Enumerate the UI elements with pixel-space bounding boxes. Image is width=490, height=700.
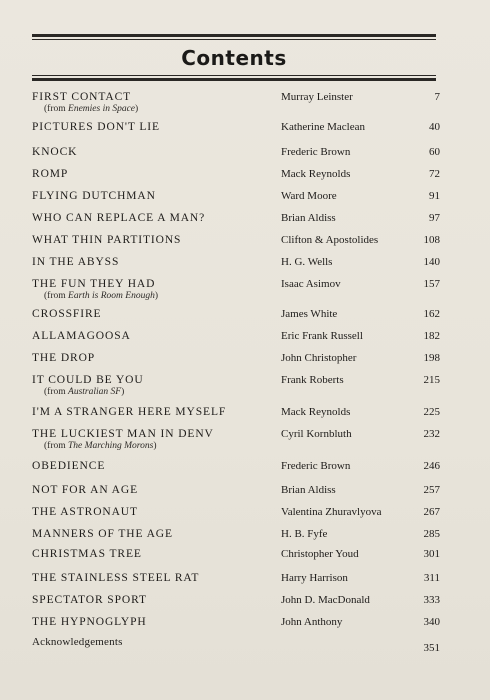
source-title: The Marching Morons [68, 441, 154, 451]
page-number: 246 [423, 460, 440, 472]
page-number: 40 [429, 121, 440, 133]
story-title: WHAT THIN PARTITIONS [32, 234, 182, 246]
toc-entry [0, 308, 490, 328]
story-source [44, 441, 157, 451]
page-title: Contents [181, 46, 287, 70]
story-source [44, 291, 158, 301]
toc-entry [0, 374, 490, 397]
story-author: John Anthony [281, 616, 343, 628]
story-author: Murray Leinster [281, 91, 353, 103]
story-author: Harry Harrison [281, 572, 348, 584]
toc-entry [0, 572, 490, 592]
story-title: THE ASTRONAUT [32, 506, 138, 518]
story-author: Frederic Brown [281, 146, 351, 158]
story-title: IT COULD BE YOU [32, 374, 144, 386]
source-title: Australian SF [68, 387, 122, 397]
story-author: Frank Roberts [281, 374, 344, 386]
page-number: 225 [423, 406, 440, 418]
story-author: Frederic Brown [281, 460, 351, 472]
toc-entry [0, 428, 490, 451]
source-title: Enemies in Space [68, 104, 136, 114]
story-title: CHRISTMAS TREE [32, 548, 142, 560]
source-prefix: (from [44, 387, 69, 397]
story-title: ROMP [32, 168, 69, 180]
source-prefix: (from [44, 441, 69, 451]
story-author: Valentina Zhuravlyova [281, 506, 382, 518]
story-title: THE FUN THEY HAD [32, 278, 156, 290]
toc-entry [0, 406, 490, 426]
toc-entry [0, 594, 490, 614]
story-author: Clifton & Apostolides [281, 234, 379, 246]
source-suffix: ) [153, 441, 157, 451]
story-author: Isaac Asimov [281, 278, 341, 290]
story-title: THE DROP [32, 352, 96, 364]
page-number: 182 [423, 330, 440, 342]
story-author: Eric Frank Russell [281, 330, 363, 342]
story-author: Brian Aldiss [281, 484, 336, 496]
story-title: FIRST CONTACT [32, 91, 132, 103]
toc-entry [0, 168, 490, 188]
story-title: THE LUCKIEST MAN IN DENV [32, 428, 214, 440]
story-author: James White [281, 308, 338, 320]
story-author: Mack Reynolds [281, 168, 351, 180]
story-source [44, 104, 138, 114]
story-title: PICTURES DON'T LIE [32, 121, 160, 133]
page-number: 215 [423, 374, 440, 386]
page-number: 257 [423, 484, 440, 496]
story-title: KNOCK [32, 146, 78, 158]
story-author: Brian Aldiss [281, 212, 336, 224]
story-author: John D. MacDonald [281, 594, 370, 606]
page-number: 333 [423, 594, 440, 606]
page-number: 232 [423, 428, 440, 440]
page-number: 311 [423, 572, 440, 584]
story-author: John Christopher [281, 352, 357, 364]
story-title: IN THE ABYSS [32, 256, 120, 268]
acknowledgements-label: Acknowledgements [32, 636, 123, 648]
story-author: Cyril Kornbluth [281, 428, 352, 440]
story-title: FLYING DUTCHMAN [32, 190, 156, 202]
page-number: 285 [423, 528, 440, 540]
source-prefix: (from [44, 291, 69, 301]
page-number: 97 [429, 212, 440, 224]
page-number: 60 [429, 146, 440, 158]
story-title: CROSSFIRE [32, 308, 102, 320]
story-author: H. G. Wells [281, 256, 333, 268]
story-title: WHO CAN REPLACE A MAN? [32, 212, 206, 224]
page-number: 140 [423, 256, 440, 268]
story-title: SPECTATOR SPORT [32, 594, 147, 606]
source-prefix: (from [44, 104, 69, 114]
bottom-rule-thin [32, 75, 436, 76]
source-suffix: ) [121, 387, 125, 397]
page-number: 7 [434, 91, 440, 103]
toc-entry [0, 330, 490, 350]
toc-entry [0, 548, 490, 568]
story-title: OBEDIENCE [32, 460, 106, 472]
toc-entry [0, 190, 490, 210]
page-number: 157 [423, 278, 440, 290]
toc-entry [0, 91, 490, 114]
story-author: Katherine Maclean [281, 121, 365, 133]
story-title: I'M A STRANGER HERE MYSELF [32, 406, 227, 418]
page-number: 108 [423, 234, 440, 246]
toc-entry [0, 278, 490, 301]
page-number: 301 [423, 548, 440, 560]
toc-entry [0, 528, 490, 548]
toc-entry [0, 121, 490, 141]
story-source [44, 387, 124, 397]
page-number: 91 [429, 190, 440, 202]
top-rule-thick [32, 34, 436, 37]
toc-entry [0, 146, 490, 166]
page-number: 340 [423, 616, 440, 628]
toc-entry [0, 256, 490, 276]
toc-entry [0, 616, 490, 636]
story-author: Christopher Youd [281, 548, 359, 560]
story-title: MANNERS OF THE AGE [32, 528, 173, 540]
source-suffix: ) [135, 104, 139, 114]
toc-entry [0, 352, 490, 372]
story-title: NOT FOR AN AGE [32, 484, 138, 496]
story-author: H. B. Fyfe [281, 528, 328, 540]
toc-entry [0, 234, 490, 254]
bottom-rule-thick [32, 78, 436, 81]
story-author: Ward Moore [281, 190, 337, 202]
toc-entry [0, 460, 490, 480]
story-title: THE STAINLESS STEEL RAT [32, 572, 200, 584]
acknowledgements-page: 351 [423, 642, 440, 654]
toc-entry [0, 506, 490, 526]
story-title: THE HYPNOGLYPH [32, 616, 147, 628]
toc-entry [0, 212, 490, 232]
story-author: Mack Reynolds [281, 406, 351, 418]
story-title: ALLAMAGOOSA [32, 330, 131, 342]
page-number: 267 [423, 506, 440, 518]
top-rule-thin [32, 39, 436, 40]
source-suffix: ) [154, 291, 159, 301]
toc-entry [0, 484, 490, 504]
page-number: 72 [429, 168, 440, 180]
source-title: Earth is Room Enough [68, 291, 155, 301]
page-number: 198 [423, 352, 440, 364]
page-number: 162 [423, 308, 440, 320]
acknowledgements-entry [0, 636, 490, 656]
